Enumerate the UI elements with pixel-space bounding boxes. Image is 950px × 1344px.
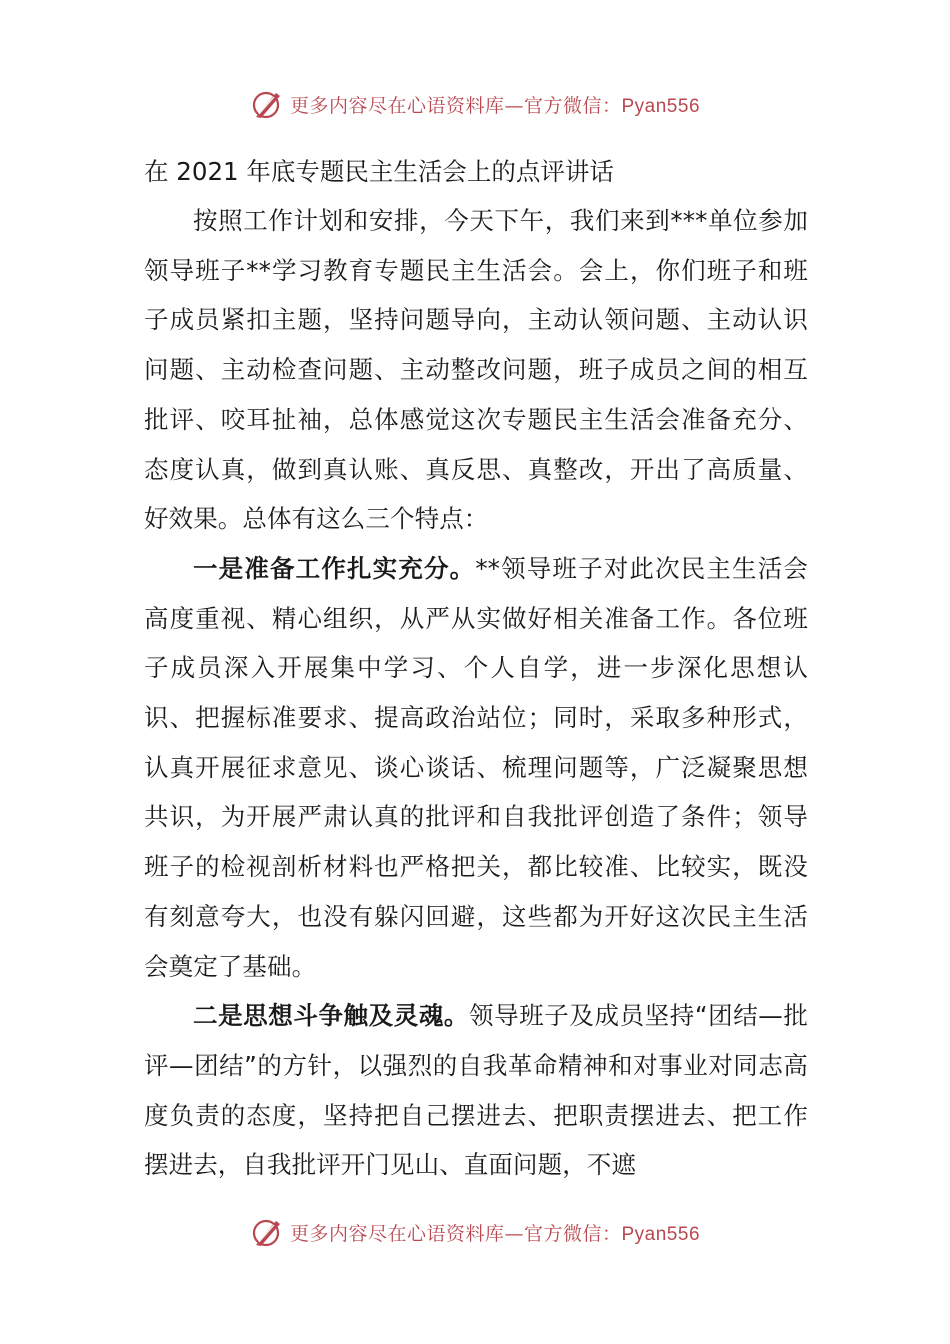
paragraph-point-two [144, 991, 808, 1190]
banner-handle: Pyan556 [621, 1223, 701, 1245]
paragraph-text: 领导班子及成员坚持“团结—批评—团结”的方针，以强烈的自我革命精神和对事业对同志高度负责的态度，坚持把自己摆进去、把职责摆进去、把工作摆进去，自我批评开门见山、直面问题，不遮 [144, 1001, 808, 1180]
paragraph-intro [144, 196, 808, 544]
watermark-banner-bottom [0, 1210, 950, 1254]
banner-text: 更多内容尽在心语资料库—官方微信：Pyan556 [289, 94, 701, 117]
banner-text: 更多内容尽在心语资料库—官方微信：Pyan556 [289, 1222, 701, 1245]
document-title: 在 2021 年底专题民主生活会上的点评讲话 [144, 157, 614, 186]
paragraph-lead: 二是思想斗争触及灵魂。 [193, 1001, 470, 1031]
quill-logo-icon [250, 87, 284, 121]
paragraph-text: 按照工作计划和安排，今天下午，我们来到***单位参加领导班子**学习教育专题民主生活会。会上，你们班子和班子成员紧扣主题，坚持问题导向，主动认领问题、主动认识问题、主动检查问题、主动整改问题，班子成员之间的相互批评、咬耳扯袖，总体感觉这次专题民主生活会准备充分、态度认真，做到真认账、真反思、真整改，开出了高质量、好效果。总体有这么三个特点： [144, 206, 808, 534]
document-body [144, 148, 808, 1190]
paragraph-text: **领导班子对此次民主生活会高度重视、精心组织，从严从实做好相关准备工作。各位班子成员深入开展集中学习、个人自学，进一步深化思想认识、把握标准要求、提高政治站位；同时，采取多种形式，认真开展征求意见、谈心谈话、梳理问题等，广泛凝聚思想共识，为开展严肃认真的批评和自我批评创造了条件；领导班子的检视剖析材料也严格把关，都比较准、比较实，既没有刻意夸大，也没有躲闪回避，这些都为开好这次民主生活会奠定了基础。 [144, 553, 808, 981]
paragraph-point-one [144, 544, 808, 991]
quill-logo-icon [250, 1215, 284, 1249]
banner-handle: Pyan556 [621, 95, 701, 117]
paragraph-lead: 一是准备工作扎实充分。 [193, 553, 476, 583]
watermark-banner-top [0, 82, 950, 126]
